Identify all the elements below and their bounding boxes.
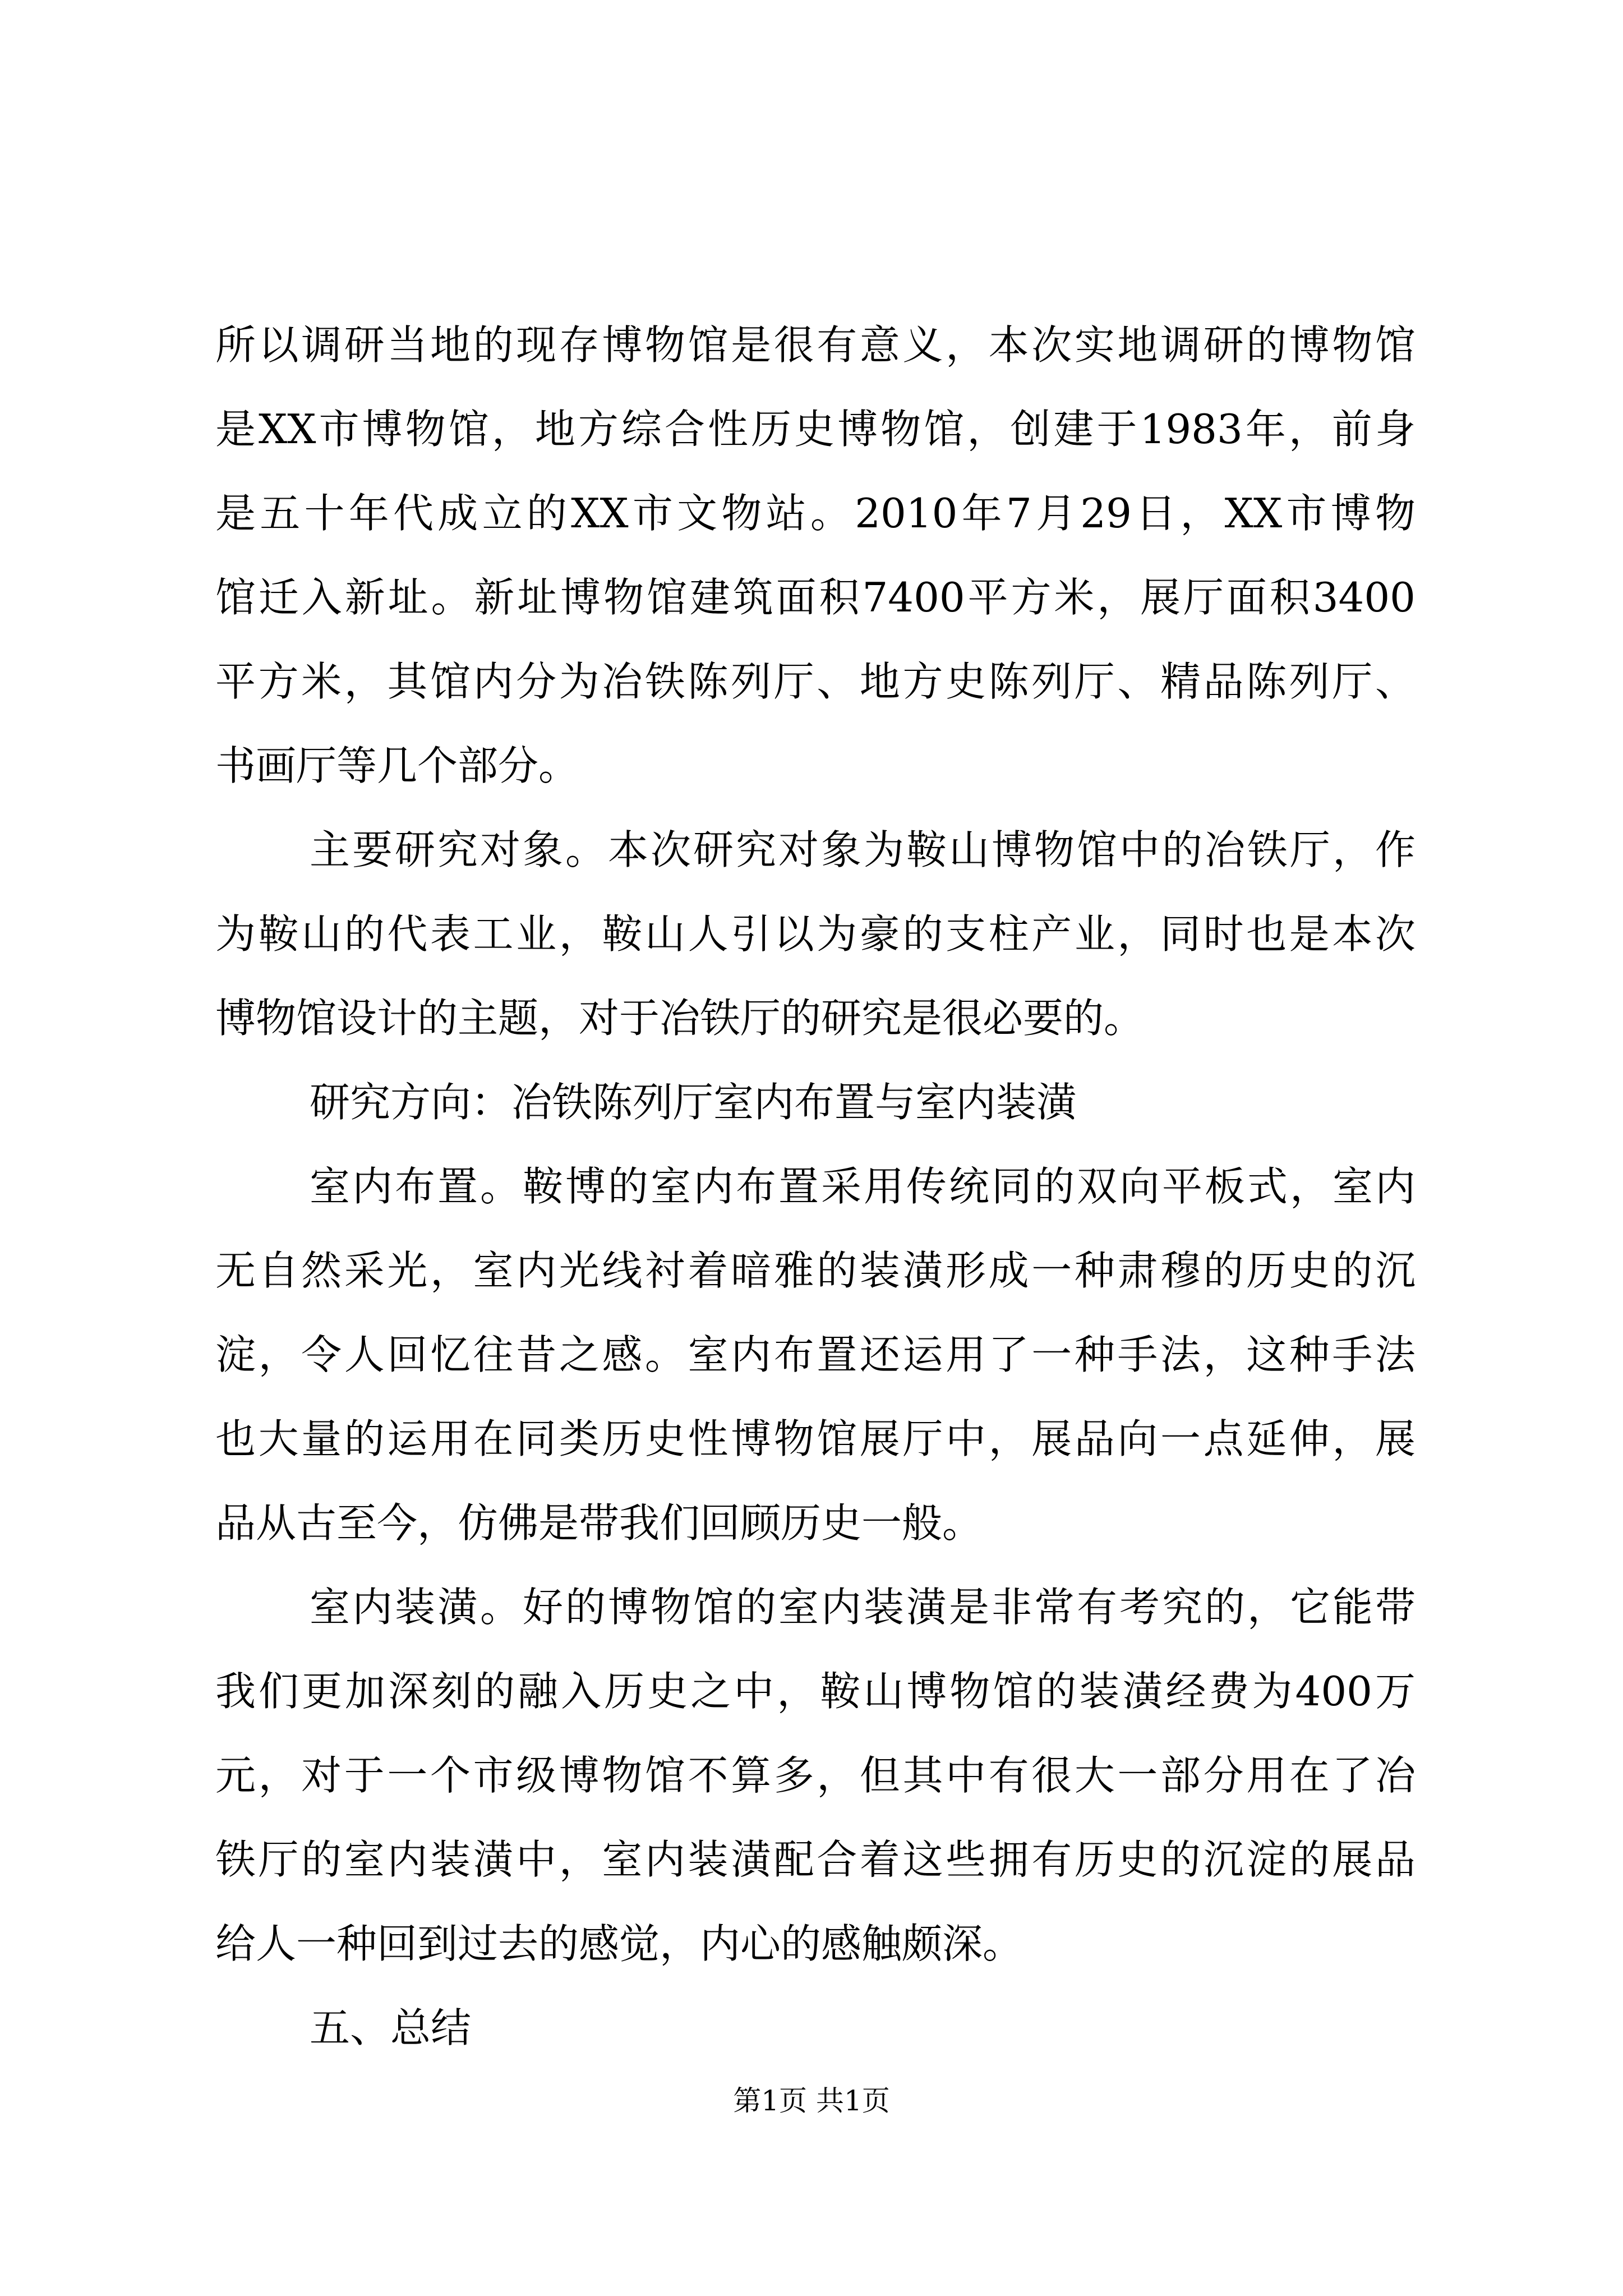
section-heading: 五、总结 <box>310 2004 472 2051</box>
text-line: 我们更加深刻的融入历史之中，鞍山博物馆的装潢经费为400万 <box>215 1668 1415 1715</box>
text-line: 书画厅等几个部分。 <box>215 742 579 789</box>
text-line: 无自然采光，室内光线衬着暗雅的装潢形成一种肃穆的历史的沉 <box>215 1247 1415 1294</box>
paragraph-start-line: 室内布置。鞍博的室内布置采用传统同的双向平板式，室内 <box>310 1163 1415 1210</box>
paragraph-start-line: 室内装潢。好的博物馆的室内装潢是非常有考究的，它能带 <box>310 1584 1415 1631</box>
body-text <box>215 303 1415 2070</box>
page-footer: 第1页 共1页 <box>733 2085 890 2117</box>
text-line: 博物馆设计的主题，对于冶铁厅的研究是很必要的。 <box>215 995 1145 1042</box>
text-line: 品从古至今，仿佛是带我们回顾历史一般。 <box>215 1499 983 1547</box>
text-line: 所以调研当地的现存博物馆是很有意义，本次实地调研的博物馆 <box>215 321 1415 369</box>
text-line: 元，对于一个市级博物馆不算多，但其中有很大一部分用在了冶 <box>215 1752 1415 1799</box>
text-line: 给人一种回到过去的感觉，内心的感触颇深。 <box>215 1920 1023 1967</box>
text-line: 淀，令人回忆往昔之感。室内布置还运用了一种手法，这种手法 <box>215 1331 1415 1378</box>
text-line: 铁厅的室内装潢中，室内装潢配合着这些拥有历史的沉淀的展品 <box>215 1836 1415 1883</box>
text-line: 为鞍山的代表工业，鞍山人引以为豪的支柱产业，同时也是本次 <box>215 910 1415 958</box>
paragraph-start-line: 研究方向：冶铁陈列厅室内布置与室内装潢 <box>310 1079 1077 1126</box>
text-line: 馆迁入新址。新址博物馆建筑面积7400平方米，展厅面积3400 <box>215 574 1415 621</box>
text-line: 是XX市博物馆，地方综合性历史博物馆，创建于1983年，前身 <box>215 406 1415 453</box>
text-line: 平方米，其馆内分为冶铁陈列厅、地方史陈列厅、精品陈列厅、 <box>215 658 1415 705</box>
text-line: 也大量的运用在同类历史性博物馆展厅中，展品向一点延伸，展 <box>215 1415 1415 1462</box>
text-line: 是五十年代成立的XX市文物站。2010年7月29日，XX市博物 <box>215 490 1415 537</box>
paragraph-start-line: 主要研究对象。本次研究对象为鞍山博物馆中的冶铁厅，作 <box>310 826 1415 873</box>
